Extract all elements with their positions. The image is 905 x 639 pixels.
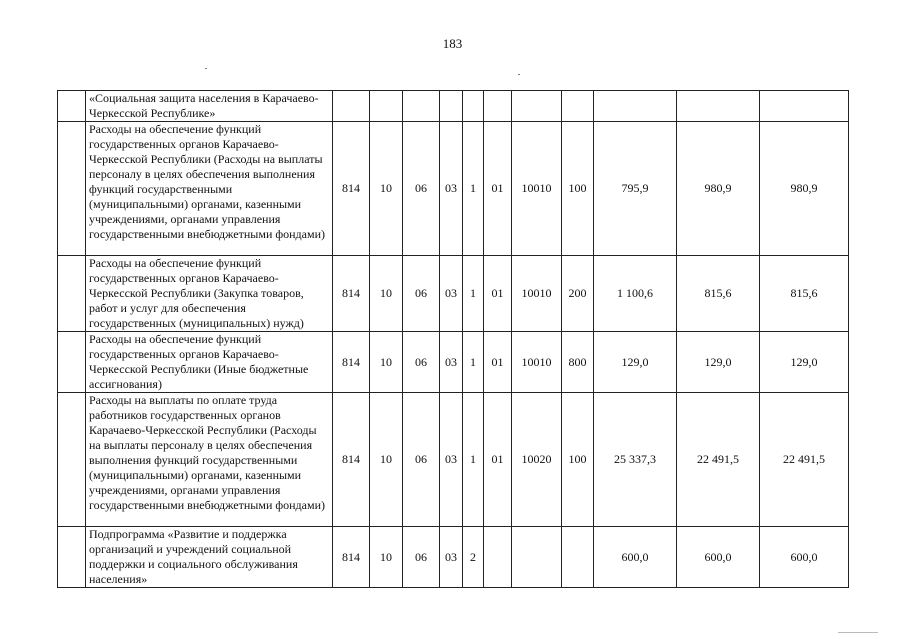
code-cell: 814: [333, 256, 370, 332]
scan-speck: [205, 68, 207, 69]
expense-type-cell: 100: [562, 393, 594, 527]
section-cell: 10: [370, 393, 403, 527]
description-cell: Расходы на обеспечение функций государственных органов Карачаево-Черкесской Республики (Закупка товаров, работ и услуг для обеспечения государственных (муниципальных) нужд): [86, 256, 333, 332]
table-row: [58, 256, 849, 332]
main-event-cell: 01: [484, 256, 512, 332]
value-2-cell: 600,0: [677, 527, 760, 588]
direction-cell: 10020: [512, 393, 562, 527]
subprogram-cell: 1: [463, 256, 484, 332]
subprogram-cell: [463, 91, 484, 122]
subsection-cell: 06: [403, 256, 440, 332]
table-row: [58, 393, 849, 527]
expense-type-cell: 800: [562, 332, 594, 393]
direction-cell: [512, 91, 562, 122]
program-cell: 03: [440, 256, 463, 332]
row-number-cell: [58, 122, 86, 256]
subsection-cell: 06: [403, 122, 440, 256]
value-1-cell: [594, 91, 677, 122]
value-2-cell: 980,9: [677, 122, 760, 256]
code-cell: [333, 91, 370, 122]
value-1-cell: 1 100,6: [594, 256, 677, 332]
program-cell: 03: [440, 393, 463, 527]
table-row: [58, 91, 849, 122]
table-row: [58, 332, 849, 393]
scan-speck: [838, 632, 878, 633]
page-number: 183: [442, 36, 463, 51]
subsection-cell: 06: [403, 527, 440, 588]
subprogram-cell: 1: [463, 122, 484, 256]
row-number-cell: [58, 91, 86, 122]
row-number-cell: [58, 527, 86, 588]
value-3-cell: 600,0: [760, 527, 849, 588]
main-event-cell: 01: [484, 122, 512, 256]
value-2-cell: 129,0: [677, 332, 760, 393]
budget-table: [57, 90, 849, 588]
code-cell: 814: [333, 122, 370, 256]
subprogram-cell: 1: [463, 393, 484, 527]
subsection-cell: [403, 91, 440, 122]
scan-speck: [518, 74, 520, 75]
subprogram-cell: 2: [463, 527, 484, 588]
section-cell: 10: [370, 527, 403, 588]
row-number-cell: [58, 332, 86, 393]
direction-cell: 10010: [512, 256, 562, 332]
expense-type-cell: 100: [562, 122, 594, 256]
description-cell: Расходы на обеспечение функций государственных органов Карачаево-Черкесской Республики (Иные бюджетные ассигнования): [86, 332, 333, 393]
description-cell: Подпрограмма «Развитие и поддержка организаций и учреждений социальной поддержки и социального обслуживания населения»: [86, 527, 333, 588]
value-3-cell: 129,0: [760, 332, 849, 393]
code-cell: 814: [333, 332, 370, 393]
program-cell: 03: [440, 122, 463, 256]
subsection-cell: 06: [403, 393, 440, 527]
value-3-cell: [760, 91, 849, 122]
section-cell: 10: [370, 256, 403, 332]
row-number-cell: [58, 256, 86, 332]
section-cell: [370, 91, 403, 122]
value-1-cell: 129,0: [594, 332, 677, 393]
code-cell: 814: [333, 527, 370, 588]
table-row: [58, 122, 849, 256]
value-1-cell: 25 337,3: [594, 393, 677, 527]
program-cell: 03: [440, 332, 463, 393]
description-cell: Расходы на выплаты по оплате труда работников государственных органов Карачаево-Черкесской Республики (Расходы на выплаты персоналу в целях обеспечения выполнения функций государственными (муниципальными) органами, казенными учреждениями, органами управления государственными внебюджетными фондами): [86, 393, 333, 527]
row-number-cell: [58, 393, 86, 527]
value-2-cell: 815,6: [677, 256, 760, 332]
subsection-cell: 06: [403, 332, 440, 393]
code-cell: 814: [333, 393, 370, 527]
direction-cell: 10010: [512, 332, 562, 393]
description-cell: «Социальная защита населения в Карачаево-Черкесской Республике»: [86, 91, 333, 122]
main-event-cell: [484, 527, 512, 588]
direction-cell: 10010: [512, 122, 562, 256]
expense-type-cell: [562, 91, 594, 122]
program-cell: [440, 91, 463, 122]
direction-cell: [512, 527, 562, 588]
value-2-cell: [677, 91, 760, 122]
program-cell: 03: [440, 527, 463, 588]
section-cell: 10: [370, 122, 403, 256]
section-cell: 10: [370, 332, 403, 393]
main-event-cell: 01: [484, 393, 512, 527]
main-event-cell: 01: [484, 332, 512, 393]
value-3-cell: 980,9: [760, 122, 849, 256]
value-1-cell: 795,9: [594, 122, 677, 256]
subprogram-cell: 1: [463, 332, 484, 393]
expense-type-cell: 200: [562, 256, 594, 332]
value-3-cell: 22 491,5: [760, 393, 849, 527]
expense-type-cell: [562, 527, 594, 588]
value-1-cell: 600,0: [594, 527, 677, 588]
value-2-cell: 22 491,5: [677, 393, 760, 527]
main-event-cell: [484, 91, 512, 122]
table-row: [58, 527, 849, 588]
description-cell: Расходы на обеспечение функций государственных органов Карачаево-Черкесской Республики (Расходы на выплаты персоналу в целях обеспечения выполнения функций государственными (муниципальными) органами, казенными учреждениями, органами управления государственными внебюджетными фондами): [86, 122, 333, 256]
value-3-cell: 815,6: [760, 256, 849, 332]
